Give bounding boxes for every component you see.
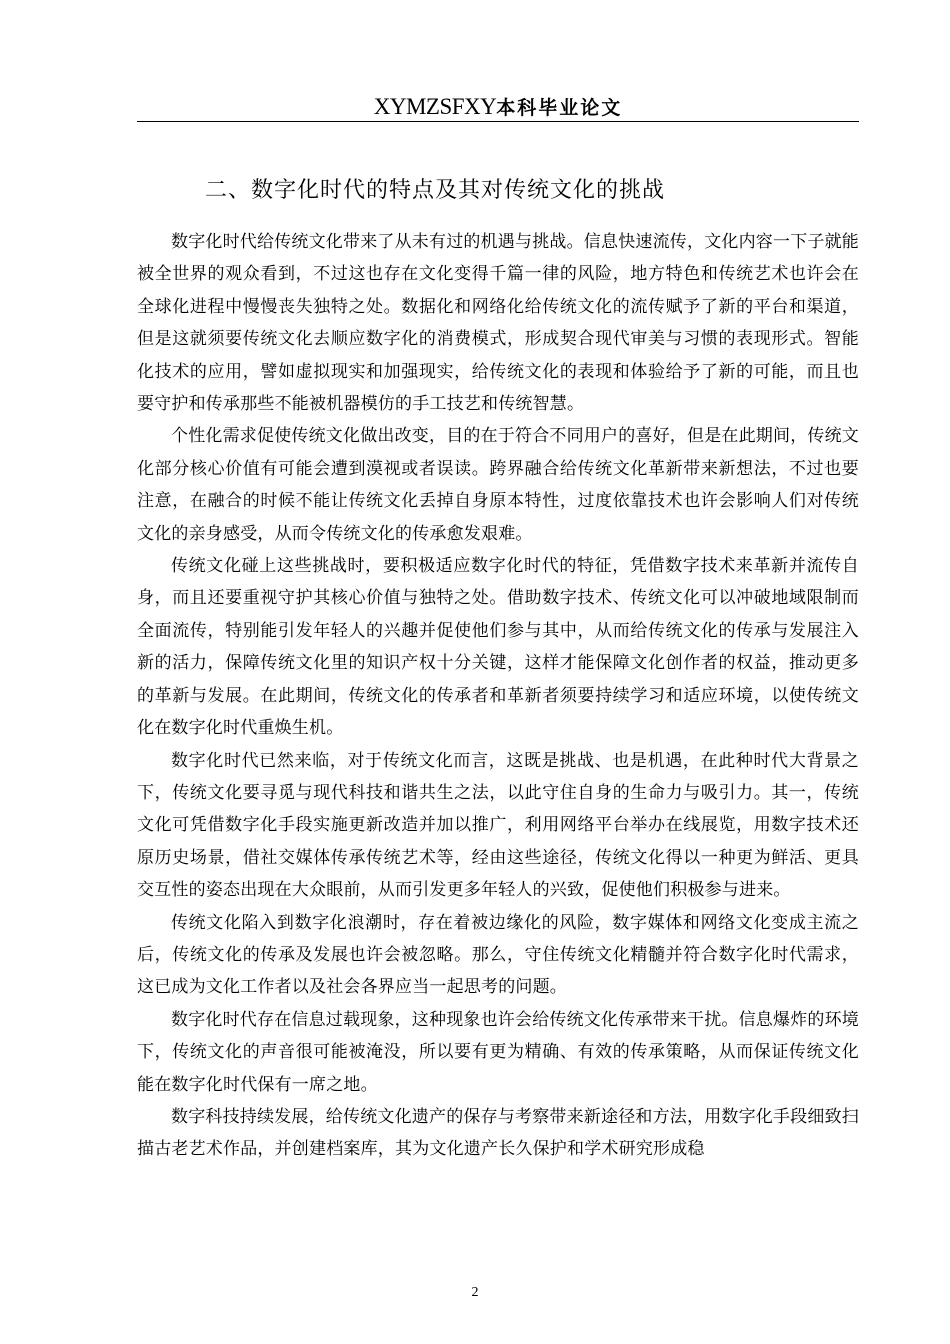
paragraph-7: 数字科技持续发展，给传统文化遗产的保存与考察带来新途径和方法，用数字化手段细致扫描古老艺术作品，并创建档案库，其为文化遗产长久保护和学术研究形成稳 — [137, 1106, 859, 1160]
paragraph-3: 传统文化碰上这些挑战时，要积极适应数字化时代的特征，凭借数字技术来革新并流传自身，而且还要重视守护其核心价值与独特之处。借助数字技术、传统文化可以冲破地域限制而全面流传，特别能引发年轻人的兴趣并促使他们参与其中，从而给传统文化的传承与发展注入新的活力，保障传统文化里的知识产权十分关键，这样才能保障文化创作者的权益，推动更多的革新与发展。在此期间，传统文化的传承者和革新者须要持续学习和适应环境，以使传统文化在数字化时代重焕生机。 — [137, 556, 859, 739]
paragraph-5: 传统文化陷入到数字化浪潮时，存在着被边缘化的风险，数字媒体和网络文化变成主流之后，传统文化的传承及发展也许会被忽略。那么，守住传统文化精髓并符合数字化时代需求，这已成为文化工作者以及社会各界应当一起思考的问题。 — [137, 912, 859, 998]
body-text — [137, 226, 859, 1166]
page-number: 2 — [471, 1285, 479, 1300]
page-header — [137, 92, 859, 124]
paragraph-2: 个性化需求促使传统文化做出改变，目的在于符合不同用户的喜好，但是在此期间，传统文化部分核心价值有可能会遭到漠视或者误读。跨界融合给传统文化革新带来新想法，不过也要注意，在融合的时候不能让传统文化丢掉自身原本特性，过度依靠技术也许会影响人们对传统文化的亲身感受，从而令传统文化的传承愈发艰难。 — [137, 426, 859, 544]
paragraph-4: 数字化时代已然来临，对于传统文化而言，这既是挑战、也是机遇，在此种时代大背景之下，传统文化要寻觅与现代科技和谐共生之法，以此守住自身的生命力与吸引力。其一，传统文化可凭借数字化手段实施更新改造并加以推广，利用网络平台举办在线展览，用数字技术还原历史场景，借社交媒体传承传统艺术等，经由这些途径，传统文化得以一种更为鲜活、更具交互性的姿态出现在大众眼前，从而引发更多年轻人的兴致，促使他们积极参与进来。 — [137, 750, 859, 901]
header-rule — [137, 121, 859, 122]
paragraph-1: 数字化时代给传统文化带来了从未有过的机遇与挑战。信息快速流传，文化内容一下子就能被全世界的观众看到，不过这也存在文化变得千篇一律的风险，地方特色和传统艺术也许会在全球化进程中慢慢丧失独特之处。数据化和网络化给传统文化的流传赋予了新的平台和渠道，但是这就须要传统文化去顺应数字化的消费模式，形成契合现代审美与习惯的表现形式。智能化技术的应用，譬如虚拟现实和加强现实，给传统文化的表现和体验给予了新的可能，而且也要守护和传承那些不能被机器模仿的手工技艺和传统智慧。 — [137, 232, 859, 415]
header-code: XYMZSFXY — [373, 94, 497, 119]
section-title: 二、数字化时代的特点及其对传统文化的挑战 — [205, 178, 666, 203]
paragraph-6: 数字化时代存在信息过载现象，这种现象也许会给传统文化传承带来干扰。信息爆炸的环境下，传统文化的声音很可能被淹没，所以要有更为精确、有效的传承策略，从而保证传统文化能在数字化时代保有一席之地。 — [137, 1009, 859, 1095]
header-title: 本科毕业论文 — [496, 97, 623, 119]
